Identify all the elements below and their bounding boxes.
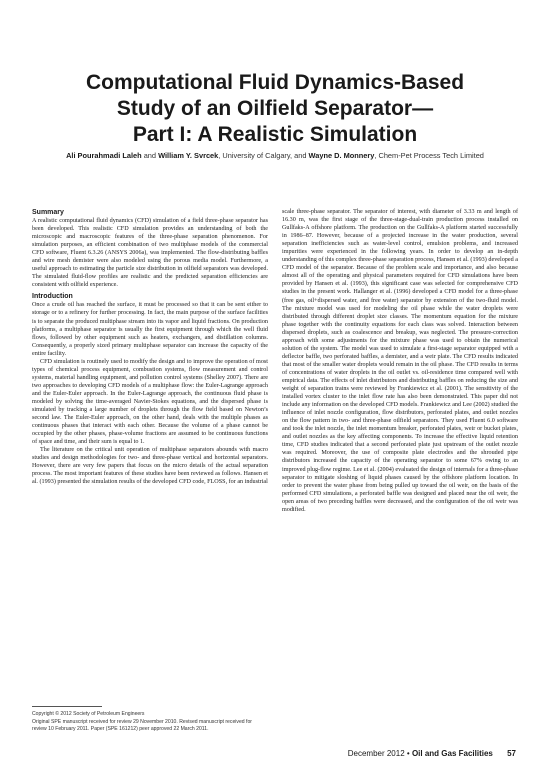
author-3-affiliation: , Chem-Pet Process Tech Limited [374,151,484,160]
title-line-3: Part I: A Realistic Simulation [132,123,418,146]
author-2: William Y. Svrcek [158,151,219,160]
author-line [20,151,530,160]
left-column [32,208,268,487]
intro-paragraph-2: CFD simulation is routinely used to modify the design and to improve the operation of most types of chemical process equipment, combustion systems, flow measurement and control systems, material handling equipment, and pollution control systems (Shelley 2007). There are two approaches to developing CFD models of a multiphase flow: the Euler-Lagrange approach and the Euler-Euler approach. In the Euler-Lagrange approach, the continuous fluid phase is modeled by solving the time-averaged Navier-Stokes equations, and the dispersed phase is simulated by tracking a large number of droplets through the flow field based on Newton’s second law. The Euler-Euler approach, on the other hand, deals with the multiple phases as continuous phases that interact with each other. Because the volume of a phase cannot be occupied by the other phases, phase-volume fractions are assumed to be continuous functions of space and time, and their sum is equal to 1. [32,358,268,446]
intro-paragraph-3: The literature on the critical unit operation of multiphase separators abounds with macro studies and design methodologies for two- and three-phase vertical and horizontal separators. However, there are very few papers that focus on the micro details of the actual separation process. The most important features of these studies have been reviewed as follows. Hansen et al. (1993) presented the simulation results of the developed CFD code, FLOSS, for an industrial [32,447,268,486]
manuscript-history: Original SPE manuscript received for review 29 November 2010. Revised manuscript received for review 10 February 2011. Paper (SPE 161212) peer approved 22 March 2011. [32,719,252,732]
footnote [32,706,268,734]
right-column [282,208,518,514]
footer-bullet: • [406,749,410,758]
copyright-text: Copyright © 2012 Society of Petroleum Engineers [32,711,145,717]
title-line-1: Computational Fluid Dynamics-Based [85,71,465,94]
title-line-2: Study of an Oilfield Separator— [116,97,434,120]
intro-paragraph-1: Once a crude oil has reached the surface, it must be processed so that it can be sent either to storage or to a refinery for further processing. In fact, the main purpose of the surface facilities is to separate the produced multiphase stream into its vapor and liquid fractions. On production platforms, a multiphase separator is usually the first equipment through which the well fluid flows, followed by other equipment such as heaters, exchangers, and distillation columns. Consequently, a properly sized primary multiphase separator can increase the capacity of the entire facility. [32,302,268,357]
journal-name: Oil and Gas Facilities [411,749,493,758]
footnote-divider [32,706,102,707]
summary-heading: Summary [32,209,64,216]
paper-title [0,70,550,148]
issue-date: December 2012 [347,749,405,758]
author-3: Wayne D. Monnery [308,151,375,160]
introduction-heading: Introduction [32,293,73,301]
summary-paragraph: A realistic computational fluid dynamics (CFD) simulation of a field three-phase separator has been developed. This realistic CFD simulation provides an understanding of both the microscopic and macroscopic features of the three-phase separation phenomenon. For simulation purposes, an efficient combination of two multiphase models of the commercial CFD software, Fluent 6.3.26 (ANSYS 2006a), was implemented. The flow-distributing baffles and wire mesh demister were also modeled using the porous media model. Furthermore, a useful approach to estimating the particle size distribution in oilfield separators was developed. The simulated fluid-flow profiles are realistic and the predicted separation efficiencies are consistent with oilfield experience. [32,218,268,289]
page-footer [348,749,516,758]
author-1: Ali Pourahmadi Laleh [66,151,142,160]
author-2-affiliation: , University of Calgary, and [218,151,309,160]
author-separator: and [141,151,159,160]
page-number: 57 [507,749,516,758]
right-paragraph-1: scale three-phase separator. The separator of interest, with diameter of 3.33 m and length of 16.30 m, was the first stage of the three-stage-dual-train production process installed on Gullfaks-A offshore platform. The production on the Gullfaks-A platform started successfully in 1986–87. However, because of a projected increase in the water production, several separation inefficiencies such as water-level control, emulsion problems, and increased impurities were experienced in the following years. In order to develop an in-depth understanding of this complex three-phase separation process, Hansen et al. (1993) developed a CFD model of the separator. Because of the problem scale and importance, and also because almost all of the operating and physical parameters required for CFD simulations have been provided by Hansen et al. (1993), this significant case was selected for comprehensive CFD studies in the present work. Hallanger et al. (1996) developed a CFD model for a three-phase (free gas, oil+dispersed water, and free water) separator by extension of the two-fluid model. The mixture model was used for modeling the oil phase while the water droplets were distributed through different droplet size classes. The momentum equation for the mixture phase together with the continuity equations for each class was solved. Interaction between dispersed droplets, such as coalescence and breakup, was neglected. The pressure-correction approach with some adjustments for the mixture phase was used to obtain the numerical solution of the system. The model was used to simulate a first-stage separator equipped with a deflector baffle, two perforated baffles, a demister, and a weir plate. The CFD results indicated that most of the smaller water droplets would remain in the oil phase. The CFD results in terms of concentrations of water droplets in the oil outlet vs. oil-residence time compared well with empirical data. The effects of inlet distributors and distributing baffles on reducing the size and weight of separation trains were reviewed by Frankiewicz et al. (2001). The sensitivity of the installed vortex cluster to the inlet flow rate has also been demonstrated. This paper did not include any information on the developed CFD models. Frankiewicz and Lee (2002) studied the influence of inlet nozzle configuration, flow distributors, perforated plates, and outlet nozzles on the flow pattern in two- and three-phase oilfield separators. They used Fluent 6.0 software and took the inlet nozzle, the inlet momentum breaker, perforated plates, weir or bucket plates, and outlet nozzles as the key affecting components. To increase the effective liquid retention time, CFD studies indicated that a second perforated plate just upstream of the outlet nozzle was required. Moreover, the use of composite plate electrodes and the shrouded pipe distributors increased the capacity of the operating separator to some 67% owing to an improved plug-flow regime. Lee et al. (2004) evaluated the design of internals for a three-phase separator to mitigate sloshing of liquid phases caused by the offshore platform location. In order to prevent the water phase from being pulled up toward the oil weir, on the basis of the performed CFD simulations, a perforated baffle was designed and placed near the oil weir, the open areas of two preceding baffles were decreased, and the configuration of the oil weir was modified. [282,209,519,513]
